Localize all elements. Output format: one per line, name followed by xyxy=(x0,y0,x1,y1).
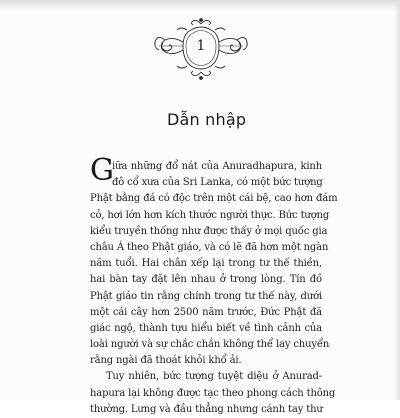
paragraph-line: cỏ, hơi lớn hơn kích thước người thực. Bức tượng xyxy=(90,209,330,221)
paragraph-line: Phật bằng đá có độc trên một cái bệ, cao hơn đám xyxy=(90,193,338,205)
paragraph-line: châu Á theo Phật giáo, và có lẽ đã hơn một ngàn xyxy=(90,241,329,253)
paragraph-line: loài người và sự chắc chắn không thể lay chuyển xyxy=(90,339,330,351)
paragraph-line: thường. Lưng và đầu thẳng nhưng cánh tay thư xyxy=(90,403,323,415)
chapter-number: 1 xyxy=(196,38,206,54)
drop-cap-letter: G xyxy=(90,153,114,188)
paragraph-line: Tuy nhiên, bức tượng tuyệt diệu ở Anurad- xyxy=(106,371,322,383)
paragraph-line: Phật giáo tin rằng chính trong tư thế này, dưới xyxy=(90,290,322,302)
paragraph-line: năm tuổi. Hai chân xếp lại trong tư thế thiền, xyxy=(90,258,322,270)
paragraph-line: hai bàn tay đặt lên nhau ở trong lòng. Tín đồ xyxy=(90,274,322,286)
paragraph-line: kiểu truyền thống như được thấy ở mọi quốc gia xyxy=(90,225,328,237)
chapter-title: Dẫn nhập xyxy=(167,110,247,129)
paragraph-line: một cái cây hơn 2500 năm trước, Đức Phật đã xyxy=(90,306,322,318)
paragraph-line: rằng ngài đã thoát khỏi khổ ải. xyxy=(90,355,242,367)
page-top-shadow xyxy=(0,0,400,10)
paragraph-line: hapura lại không được tạc theo phong cách thông xyxy=(90,387,336,399)
paragraph-line: đô cổ xưa của Sri Lanka, có một bức tượng xyxy=(112,177,323,189)
page-edge-shadow xyxy=(394,0,400,400)
chapter-body xyxy=(90,153,338,418)
paragraph-line-text: iữa những đổ nát của Anuradhapura, kinh xyxy=(112,161,322,172)
paragraph-line: giác ngộ, thành tựu hiểu biết về tình cảnh của xyxy=(90,322,322,334)
